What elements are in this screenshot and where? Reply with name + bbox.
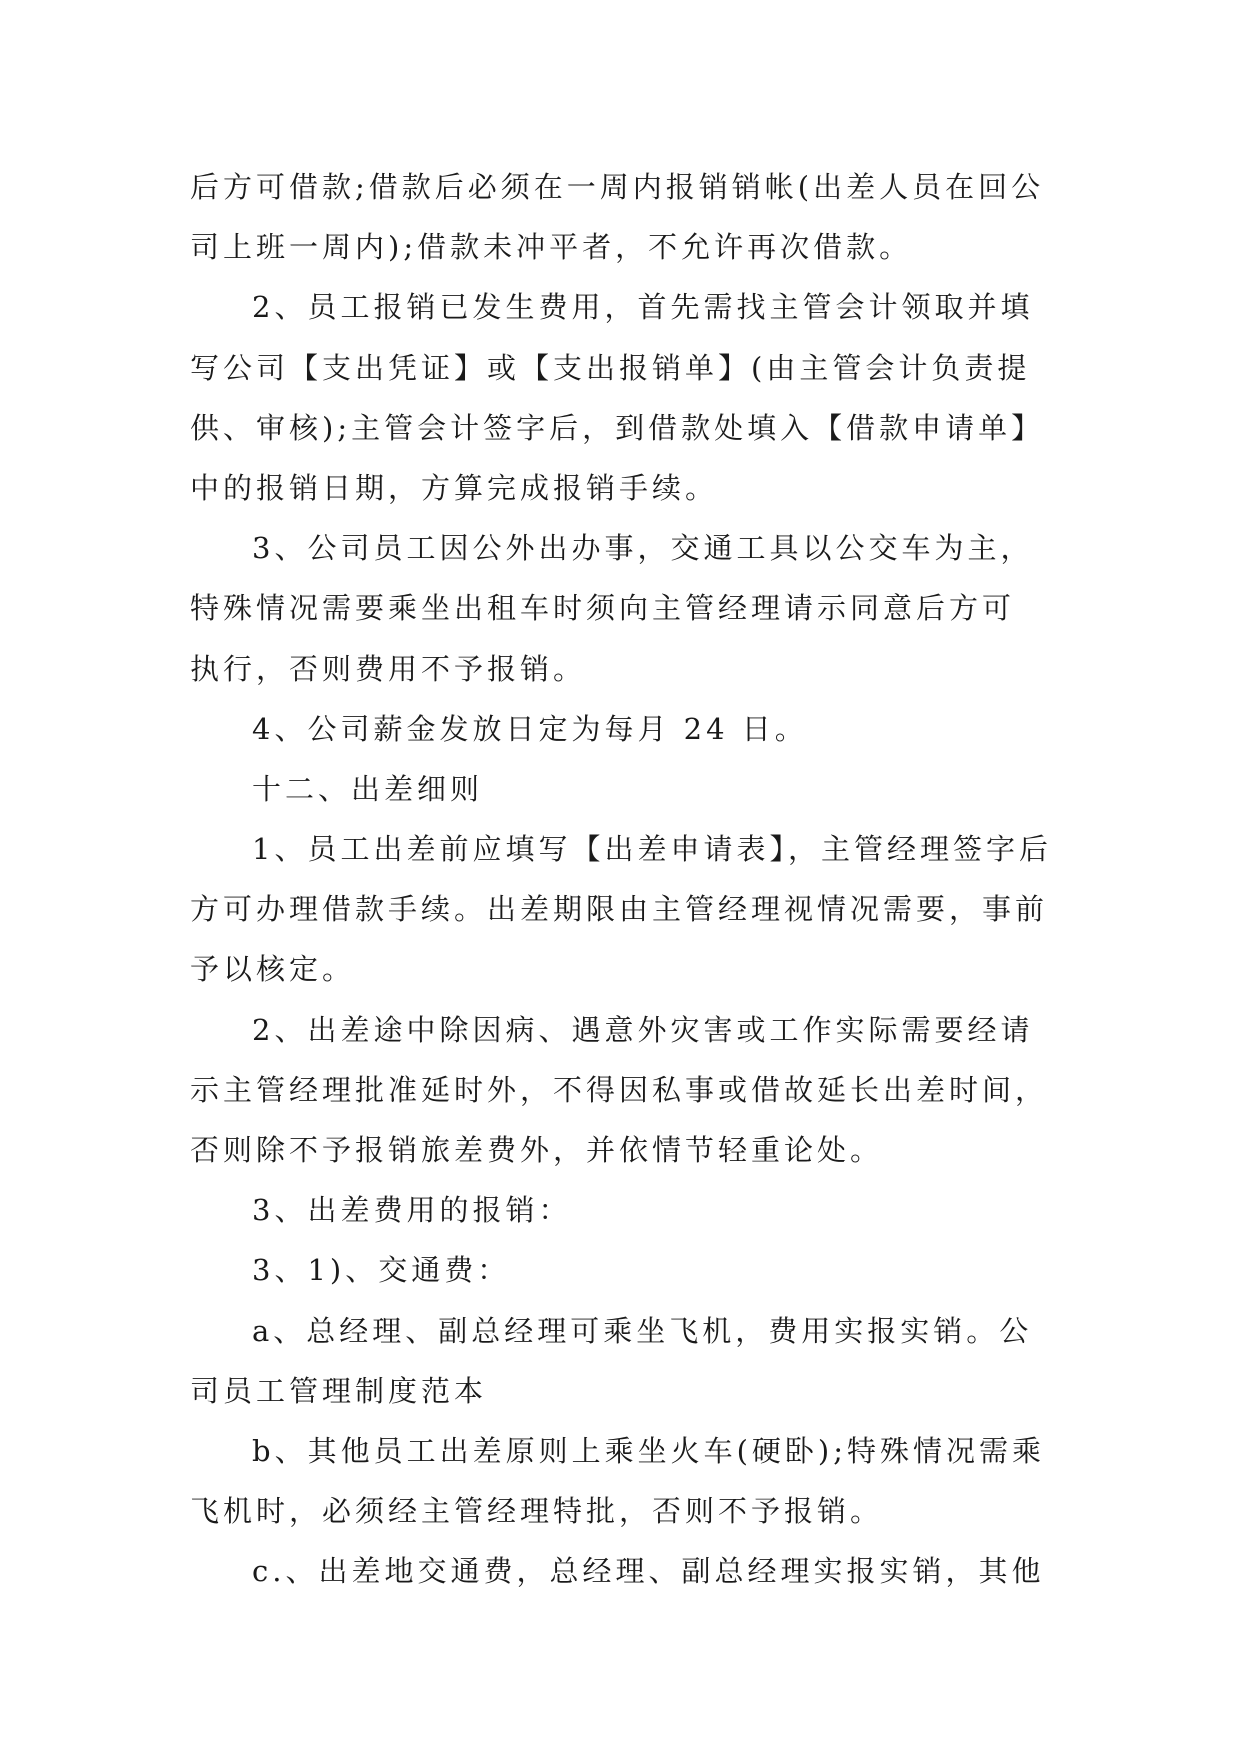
document-line: 3、1)、交通费： (252, 1253, 511, 1288)
document-line: 司员工管理制度范本 (190, 1373, 488, 1408)
document-line: 予以核定。 (190, 952, 356, 987)
document-body (190, 157, 1080, 1602)
document-line: 特殊情况需要乘坐出租车时须向主管经理请示同意后方可 (190, 591, 1016, 626)
document-line: 方可办理借款手续。出差期限由主管经理视情况需要，事前 (190, 892, 1049, 927)
document-line: c.、出差地交通费，总经理、副总经理实报实销，其他 (252, 1554, 1045, 1589)
document-line: a、总经理、副总经理可乘坐飞机，费用实报实销。公 (252, 1313, 1033, 1348)
document-line: 司上班一周内);借款未冲平者，不允许再次借款。 (190, 230, 913, 265)
document-line: 十二、出差细则 (252, 771, 484, 806)
document-line: b、其他员工出差原则上乘坐火车(硬卧);特殊情况需乘 (252, 1433, 1045, 1468)
document-line: 飞机时，必须经主管经理特批，否则不予报销。 (190, 1494, 884, 1529)
document-line: 写公司【支出凭证】或【支出报销单】(由主管会计负责提 (190, 350, 1031, 385)
document-line: 中的报销日期，方算完成报销手续。 (190, 470, 719, 505)
document-line: 3、出差费用的报销： (252, 1193, 572, 1228)
document-line: 2、出差途中除因病、遇意外灾害或工作实际需要经请 (252, 1012, 1034, 1047)
document-line: 4、公司薪金发放日定为每月 24 日。 (252, 711, 808, 746)
document-line: 示主管经理批准延时外，不得因私事或借故延长出差时间， (190, 1072, 1049, 1107)
document-line: 执行，否则费用不予报销。 (190, 651, 587, 686)
document-line: 后方可借款;借款后必须在一周内报销销帐(出差人员在回公 (190, 170, 1045, 204)
document-line: 2、员工报销已发生费用，首先需找主管会计领取并填 (252, 290, 1034, 325)
document-line: 否则除不予报销旅差费外，并依情节轻重论处。 (190, 1133, 884, 1167)
document-line: 供、审核);主管会计签字后，到借款处填入【借款申请单】 (190, 410, 1045, 445)
document-line: 1、员工出差前应填写【出差申请表】，主管经理签字后 (252, 832, 1052, 867)
document-line: 3、公司员工因公外出办事，交通工具以公交车为主， (252, 531, 1034, 566)
